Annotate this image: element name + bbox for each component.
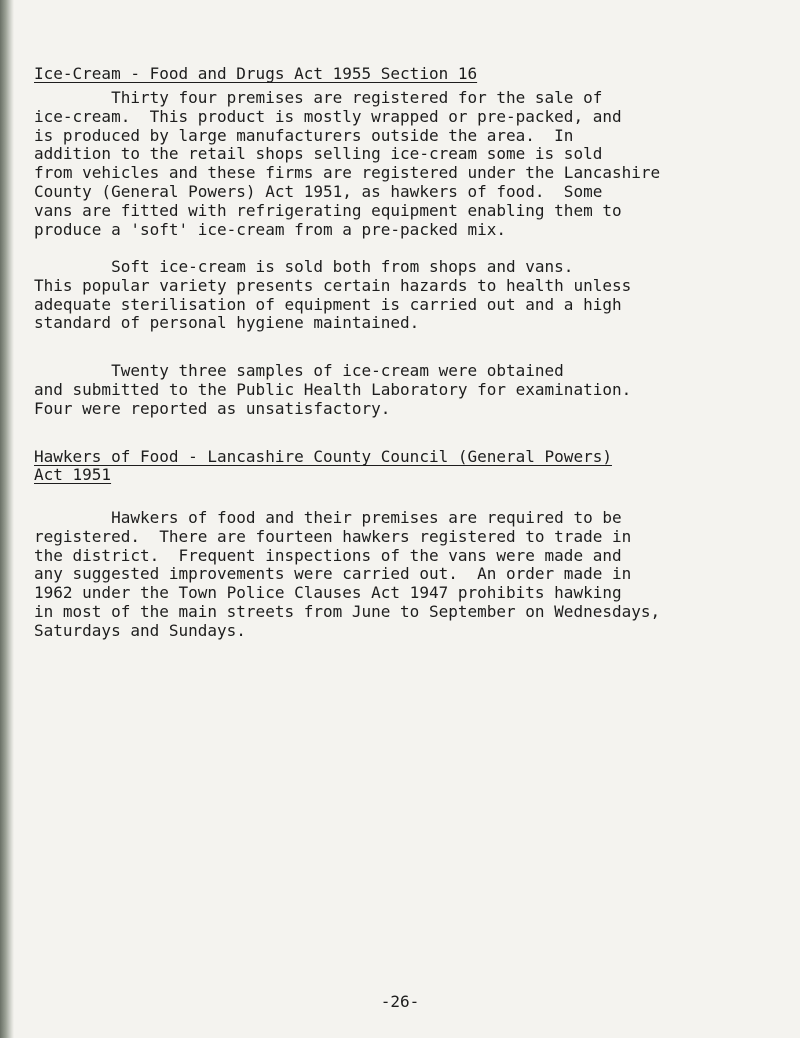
paragraph-soft-ice-cream: Soft ice-cream is sold both from shops and vans. This popular variety presents certain hazards to health unless adequate sterilisation of equipment is carried out and a high standard of personal hygiene maintained.: [34, 257, 632, 333]
paragraph-ice-cream-premises: Thirty four premises are registered for the sale of ice-cream. This product is mostly wrapped or pre-packed, and is produced by large manufacturers outside the area. In addition to the retail shops selling ice-cream some is sold from vehicles and these firms are registered under the Lancashire County (General Powers) Act 1951, as hawkers of food. Some vans are fitted with refrigerating equipment enabling them to produce a 'soft' ice-cream from a pre-packed mix.: [34, 88, 661, 239]
section-heading-hawkers: Hawkers of Food - Lancashire County Council (General Powers) Act 1951: [34, 447, 612, 484]
section-heading-ice-cream: Ice-Cream - Food and Drugs Act 1955 Section 16: [34, 64, 478, 83]
page-number: -26-: [380, 992, 420, 1011]
paragraph-ice-cream-samples: Twenty three samples of ice-cream were obtained and submitted to the Public Health Laboratory for examination. Four were reported as unsatisfactory.: [34, 361, 632, 418]
paragraph-hawkers-registration: Hawkers of food and their premises are required to be registered. There are fourteen hawkers registered to trade in the district. Frequent inspections of the vans were made and any suggested improvements were carried out. An order made in 1962 under the Town Police Clauses Act 1947 prohibits hawking in most of the main streets from June to September on Wednesdays, Saturdays and Sundays.: [34, 508, 661, 640]
